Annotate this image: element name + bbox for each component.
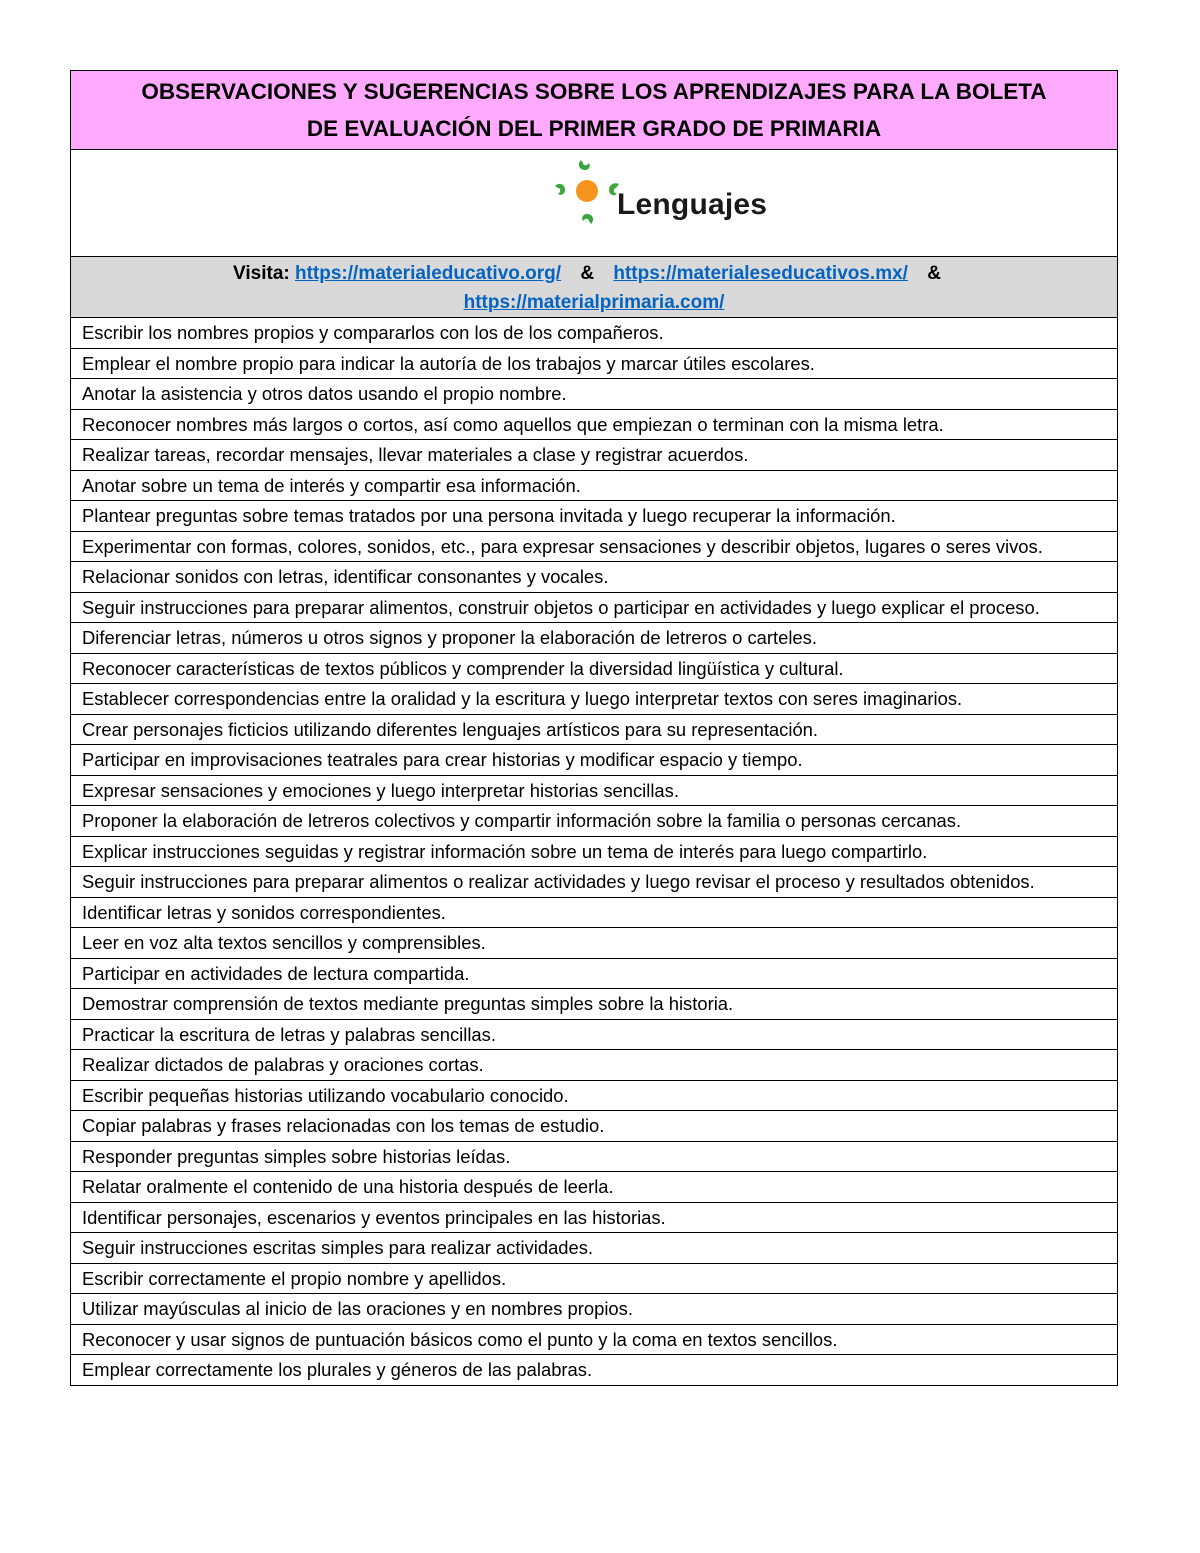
observation-text: Expresar sensaciones y emociones y luego interpretar historias sencillas. [82,779,679,801]
observation-cell [71,409,1118,440]
table-row [71,440,1118,471]
observation-cell [71,1019,1118,1050]
observation-text: Reconocer características de textos públicos y comprender la diversidad lingüística y cultural. [82,657,844,679]
table-row [71,836,1118,867]
table-row [71,775,1118,806]
logo-leaf-top [579,160,590,170]
observation-text: Reconocer nombres más largos o cortos, así como aquellos que empiezan o terminan con la misma letra. [82,413,944,435]
title-cell [71,71,1118,150]
observation-text: Realizar dictados de palabras y oraciones cortas. [82,1054,484,1075]
observation-text: Plantear preguntas sobre temas tratados por una persona invitada y luego recuperar la información. [82,505,896,526]
link-materialeducativo[interactable]: https://materialeducativo.org/ [295,263,562,284]
logo-row [71,150,1118,257]
observation-cell [71,592,1118,623]
table-row [71,318,1118,349]
observation-cell [71,653,1118,684]
table-row [71,1324,1118,1355]
observation-text: Escribir los nombres propios y compararlos con los de los compañeros. [82,322,664,343]
observation-cell [71,928,1118,959]
observation-text: Emplear correctamente los plurales y géneros de las palabras. [82,1359,593,1380]
observation-text: Emplear el nombre propio para indicar la autoría de los trabajos y marcar útiles escolares. [82,352,815,374]
title-line-1: OBSERVACIONES Y SUGERENCIAS SOBRE LOS APRENDIZAJES PARA LA BOLETA [141,79,1047,104]
observation-text: Leer en voz alta textos sencillos y comprensibles. [82,932,486,953]
observation-cell [71,1111,1118,1142]
observation-cell [71,531,1118,562]
table-row [71,1233,1118,1264]
table-row [71,653,1118,684]
visit-cell [71,257,1118,318]
link-materialeseducativos[interactable]: https://materialeseducativos.mx/ [613,263,908,284]
table-row [71,867,1118,898]
observation-cell [71,745,1118,776]
table-row [71,592,1118,623]
observation-text: Identificar personajes, escenarios y eventos principales en las historias. [82,1206,666,1228]
observation-cell [71,379,1118,410]
observation-text: Escribir pequeñas historias utilizando vocabulario conocido. [82,1084,569,1106]
observation-cell [71,714,1118,745]
observation-text: Realizar tareas, recordar mensajes, llevar materiales a clase y registrar acuerdos. [82,444,749,465]
table-row [71,409,1118,440]
separator-1: & [580,263,595,284]
table-row [71,684,1118,715]
table-row [71,1263,1118,1294]
observation-cell [71,440,1118,471]
table-row [71,1294,1118,1325]
logo-leaf-left [555,184,565,195]
observation-text: Responder preguntas simples sobre historias leídas. [82,1145,511,1167]
table-row [71,562,1118,593]
table-row [71,958,1118,989]
observation-text: Establecer correspondencias entre la oralidad y la escritura y luego interpretar textos con seres imaginarios. [82,688,963,709]
observation-cell [71,1172,1118,1203]
observation-cell [71,1202,1118,1233]
observation-cell [71,1294,1118,1325]
table-row [71,531,1118,562]
table-row [71,989,1118,1020]
observation-cell [71,1050,1118,1081]
observation-cell [71,1080,1118,1111]
observation-text: Relacionar sonidos con letras, identificar consonantes y vocales. [82,566,609,587]
observation-cell [71,775,1118,806]
observation-text: Participar en actividades de lectura compartida. [82,962,470,984]
observation-cell [71,1324,1118,1355]
table-row [71,928,1118,959]
table-row [71,1141,1118,1172]
table-row [71,714,1118,745]
observation-cell [71,1355,1118,1386]
observation-text: Seguir instrucciones para preparar alimentos, construir objetos o participar en actividades y luego explicar el proceso. [82,596,1040,618]
logo-cell [71,150,1118,257]
logo-leaf-bottom [582,214,593,224]
separator-2: & [927,263,941,284]
observation-text: Escribir correctamente el propio nombre y apellidos. [82,1267,507,1289]
observation-text: Demostrar comprensión de textos mediante preguntas simples sobre la historia. [82,993,734,1014]
observation-cell [71,897,1118,928]
table-row [71,1202,1118,1233]
logo-center-dot [576,180,598,202]
observations-table [70,70,1118,1386]
observation-cell [71,1263,1118,1294]
table-row [71,1355,1118,1386]
table-row [71,379,1118,410]
observation-cell [71,318,1118,349]
title-line-2: DE EVALUACIÓN DEL PRIMER GRADO DE PRIMARIA [306,116,882,141]
observation-text: Diferenciar letras, números u otros signos y proponer la elaboración de letreros o carteles. [82,627,817,648]
observation-cell [71,1233,1118,1264]
subject-title: Lenguajes [617,188,768,221]
visit-label: Visita: [233,263,290,284]
observation-text: Seguir instrucciones para preparar alimentos o realizar actividades y luego revisar el proceso y resultados obtenidos. [82,871,1035,892]
table-row [71,806,1118,837]
observation-text: Participar en improvisaciones teatrales para crear historias y modificar espacio y tiempo. [82,749,803,770]
observation-cell [71,867,1118,898]
observation-cell [71,806,1118,837]
observation-cell [71,989,1118,1020]
table-row [71,745,1118,776]
observation-cell [71,684,1118,715]
title-row [71,71,1118,150]
observation-text: Anotar la asistencia y otros datos usando el propio nombre. [82,383,567,404]
observation-text: Explicar instrucciones seguidas y registrar información sobre un tema de interés para luego compartirlo. [82,840,928,862]
table-row [71,1172,1118,1203]
observation-cell [71,470,1118,501]
observation-text: Practicar la escritura de letras y palabras sencillas. [82,1023,496,1045]
observation-cell [71,958,1118,989]
lenguajes-logo-icon [547,154,627,234]
table-row [71,1080,1118,1111]
observation-text: Copiar palabras y frases relacionadas con los temas de estudio. [82,1115,605,1136]
observation-text: Reconocer y usar signos de puntuación básicos como el punto y la coma en textos sencillos. [82,1328,838,1350]
observation-text: Proponer la elaboración de letreros colectivos y compartir información sobre la familia o personas cercanas. [82,810,962,831]
table-row [71,470,1118,501]
observation-text: Experimentar con formas, colores, sonidos, etc., para expresar sensaciones y describir objetos, lugares o seres vivos. [82,535,1043,557]
link-materialprimaria[interactable]: https://materialprimaria.com/ [463,292,725,313]
table-row [71,501,1118,532]
observation-cell [71,562,1118,593]
table-row [71,623,1118,654]
observation-text: Utilizar mayúsculas al inicio de las oraciones y en nombres propios. [82,1298,633,1319]
observation-cell [71,836,1118,867]
table-row [71,897,1118,928]
observation-text: Crear personajes ficticios utilizando diferentes lenguajes artísticos para su representación. [82,718,819,740]
observation-text: Anotar sobre un tema de interés y compartir esa información. [82,474,581,496]
observation-cell [71,1141,1118,1172]
observation-text: Identificar letras y sonidos correspondientes. [82,901,446,923]
observation-text: Relatar oralmente el contenido de una historia después de leerla. [82,1176,614,1197]
visit-row [71,257,1118,318]
table-row [71,1050,1118,1081]
observation-cell [71,501,1118,532]
table-row [71,1111,1118,1142]
observation-text: Seguir instrucciones escritas simples para realizar actividades. [82,1237,594,1258]
document-sheet [70,70,1118,1386]
table-row [71,348,1118,379]
table-row [71,1019,1118,1050]
observation-cell [71,623,1118,654]
observation-cell [71,348,1118,379]
